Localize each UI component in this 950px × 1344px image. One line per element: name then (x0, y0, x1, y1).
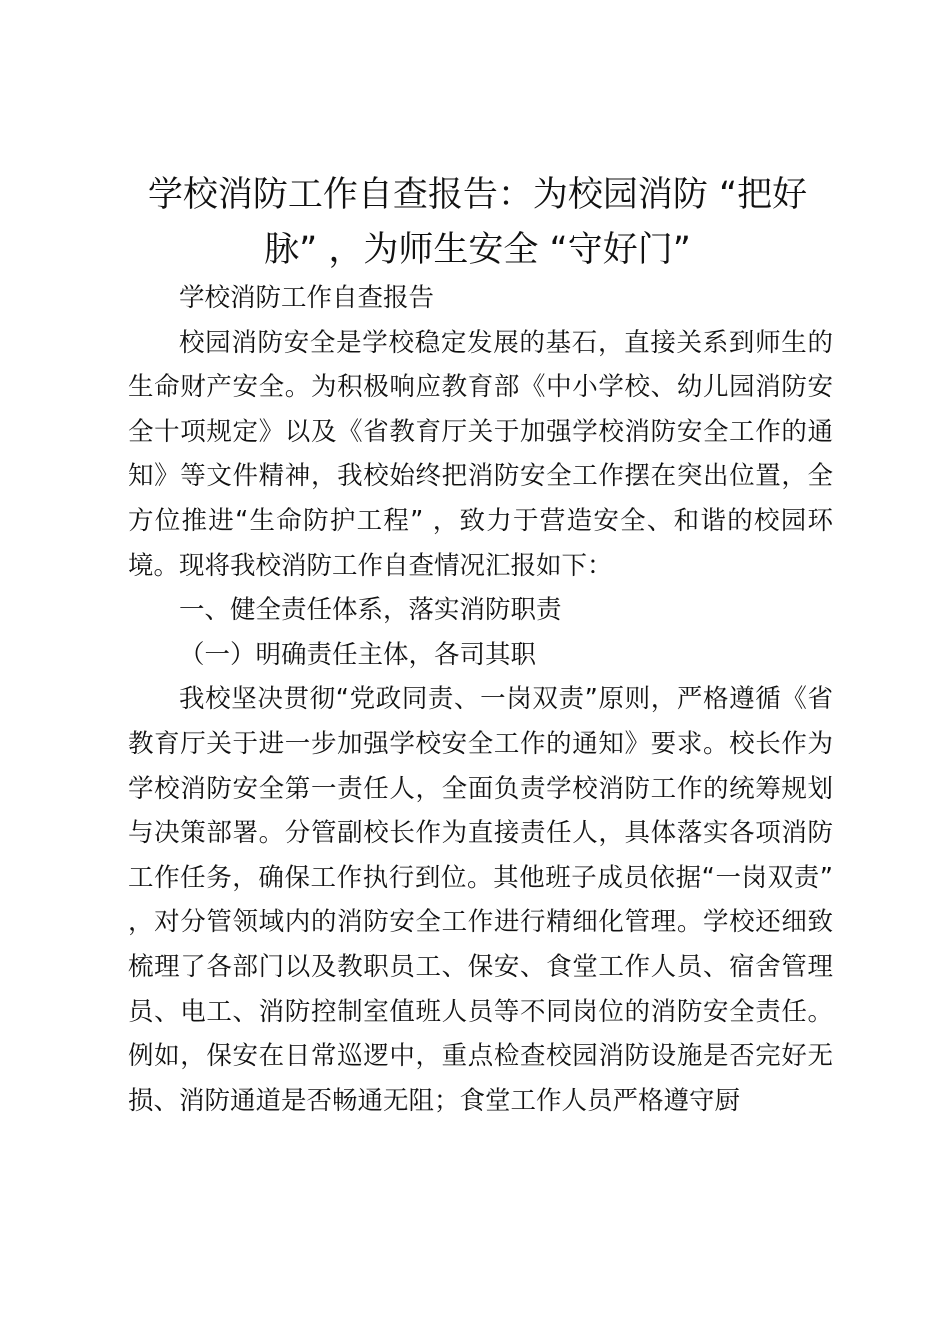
title-line-1: 学校消防工作自查报告：为校园消防 “把好 (147, 175, 808, 215)
body-paragraph: 我校坚决贯彻“党政同责、一岗双责”原则，严格遵循《省教育厅关于进一步加强学校安全工作的通知》要求。校长作为学校消防安全第一责任人，全面负责学校消防工作的统筹规划与决策部署。分管副校长作为直接责任人，具体落实各项消防工作任务，确保工作执行到位。其他班子成员依据“一岗双责” ，对分管领域内的消防安全工作进行精细化管理。学校还细致梳理了各部门以及教职员工、保安、食堂工作人员、宿舍管理员、电工、消防控制室值班人员等不同岗位的消防安全责任。例如，保安在日常巡逻中，重点检查校园消防设施是否完好无损、消防通道是否畅通无阻；食堂工作人员严格遵守厨 (128, 684, 833, 1116)
intro-paragraph: 校园消防安全是学校稳定发展的基石，直接关系到师生的生命财产安全。为积极响应教育部《中小学校、幼儿园消防安全十项规定》以及《省教育厅关于加强学校消防安全工作的通知》等文件精神，我校始终把消防安全工作摆在突出位置，全方位推进“生命防护工程” ，致力于营造安全、和谐的校园环境。现将我校消防工作自查情况汇报如下： (128, 327, 833, 581)
document-title (125, 168, 830, 278)
title-line-2: 脉” ，为师生安全 “守好门” (264, 230, 691, 270)
section-heading: 一、健全责任体系，落实消防职责 (179, 595, 562, 626)
document-body (128, 276, 833, 1123)
subtitle-paragraph: 学校消防工作自查报告 (179, 283, 435, 313)
subsection-heading: （一）明确责任主体，各司其职 (179, 639, 537, 670)
